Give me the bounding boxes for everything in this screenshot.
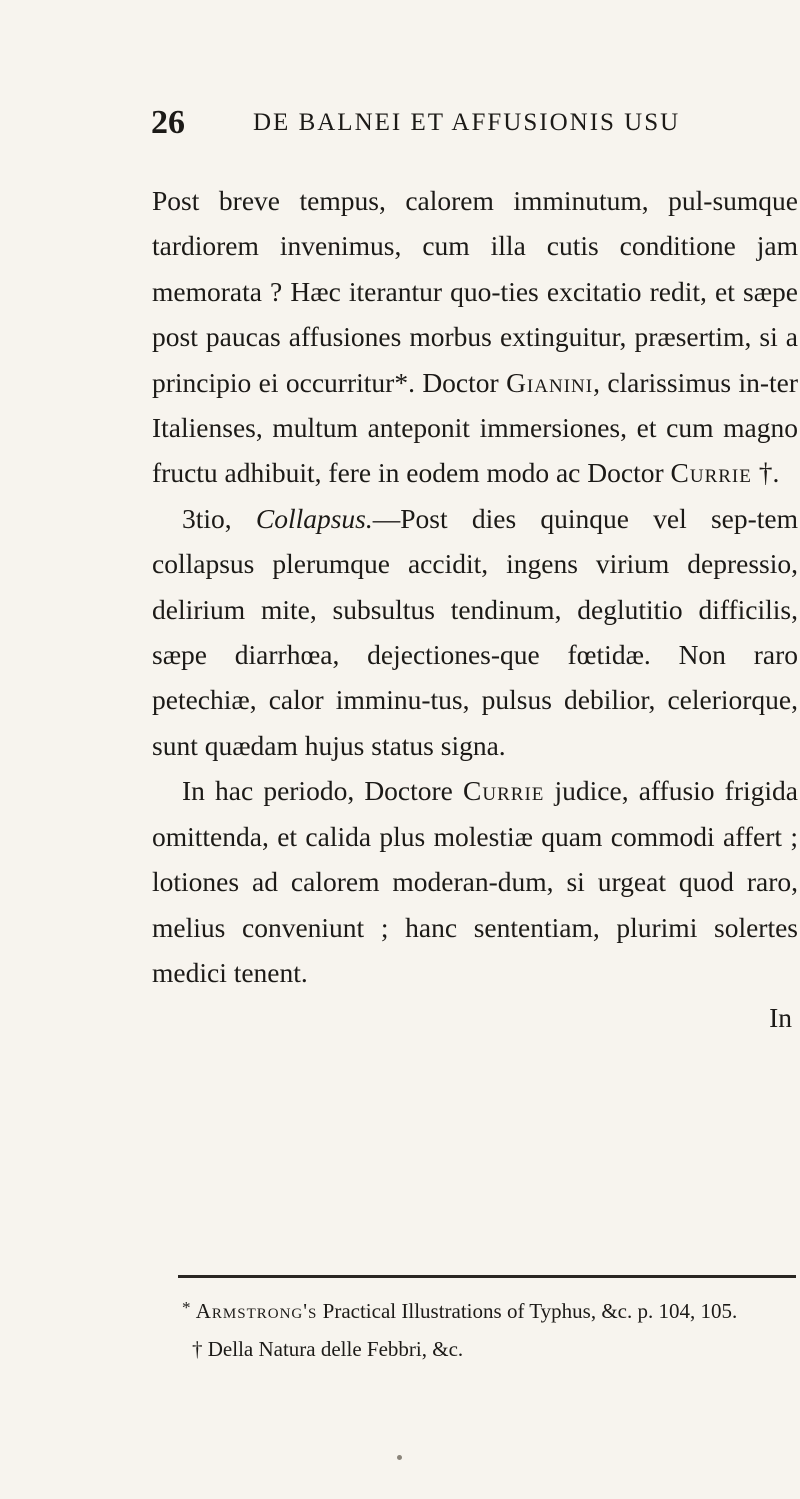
person-name-currie: Currie xyxy=(463,775,545,807)
footnote-rule xyxy=(178,1275,796,1278)
section-number: 3tio, xyxy=(182,502,256,534)
paper-speck xyxy=(397,1455,402,1460)
paragraph-text: Post breve tempus, calorem imminutum, pul-sumque tardiorem invenimus, cum illa cutis conditione jam memorata ? Hæc iterantur quo-ties excitatio redit, et sæpe post paucas affusiones morbus extinguitur, præsertim, si a principio ei occurritur xyxy=(152,185,798,398)
paragraph-collapsus xyxy=(152,496,798,768)
person-name-currie: Currie xyxy=(670,457,752,489)
paragraph-post-breve xyxy=(152,178,798,496)
running-title: DE BALNEI ET AFFUSIONIS USU xyxy=(253,109,681,136)
section-heading: Collapsus. xyxy=(255,502,373,534)
footnote-armstrong xyxy=(152,1289,798,1330)
paragraph-text: Doctor xyxy=(414,366,507,398)
paragraph-text: —Post dies quinque vel sep-tem collapsus plerumque accidit, ingens virium depressio, delirium mite, subsultus tendinum, deglutitio difficilis, sæpe diarrhœa, dejectiones-que fœtidæ. Non raro petechiæ, calor imminu-tus, pulsus debilior, celeriorque, sunt quædam hujus status signa. xyxy=(152,502,798,761)
page-number: 26 xyxy=(151,104,185,141)
footnote-della-natura xyxy=(152,1330,798,1368)
person-name-gianini: Gianini xyxy=(506,366,594,398)
footnote-text: Practical Illustrations of Typhus, &c. p. 104, 105. xyxy=(317,1299,738,1323)
paragraph-in-hac-periodo xyxy=(152,768,798,995)
footnote-text: Della Natura delle Febbri, &c. xyxy=(202,1337,464,1361)
footnote-mark: † xyxy=(192,1337,203,1361)
catchword: In xyxy=(769,1002,792,1034)
footnote-mark-asterisk: *. xyxy=(394,366,415,398)
paragraph-text: judice, affusio frigida omittenda, et calida plus molestiæ quam commodi affert ; lotiones ad calorem moderan-dum, si urgeat quod raro, melius conveniunt ; hanc sententiam, plurimi solertes medici tenent. xyxy=(152,775,798,988)
paragraph-text: , clarissimus in-ter Italienses, multum anteponit immersiones, et cum magno fructu adhibuit, fere in eodem modo ac Doctor xyxy=(152,366,798,489)
paragraph-text: In hac periodo, Doctore xyxy=(182,775,464,807)
footnotes xyxy=(152,1289,798,1368)
body-text xyxy=(152,178,798,1041)
footnote-mark: * xyxy=(182,1298,191,1317)
footnote-mark-dagger: †. xyxy=(751,457,780,489)
author-armstrong: Armstrong's xyxy=(195,1299,318,1323)
